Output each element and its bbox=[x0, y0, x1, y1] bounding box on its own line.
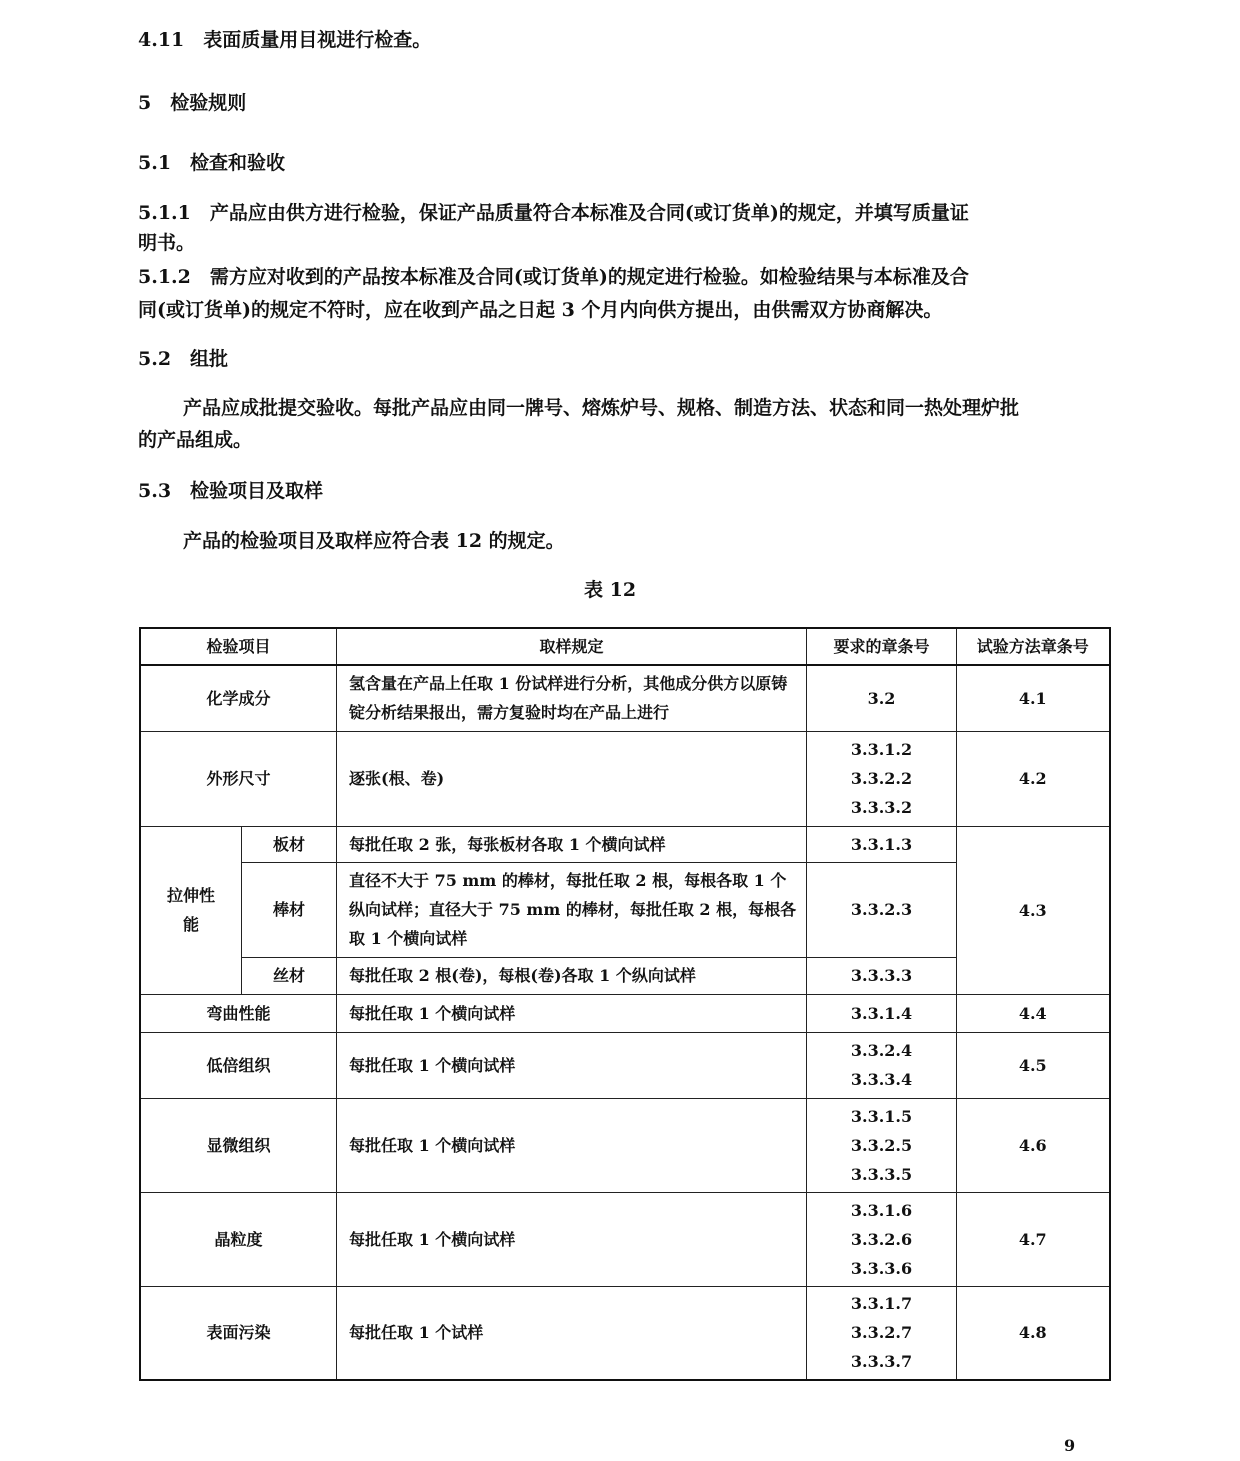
item-cell: 外形尺寸 bbox=[140, 731, 337, 826]
req-cell: 3.3.1.6 3.3.2.6 3.3.3.6 bbox=[807, 1192, 957, 1286]
heading-5-3: 5.3 检验项目及取样 bbox=[138, 480, 324, 502]
item-cell: 表面污染 bbox=[140, 1286, 337, 1380]
req-cell: 3.3.1.2 3.3.2.2 3.3.3.2 bbox=[807, 731, 957, 826]
method-cell: 4.5 bbox=[957, 1032, 1110, 1098]
req-cell: 3.3.1.4 bbox=[807, 994, 957, 1032]
table-row bbox=[140, 1098, 1110, 1192]
req-cell: 3.2 bbox=[807, 665, 957, 731]
rule-cell: 每批任取 1 个横向试样 bbox=[337, 1032, 807, 1098]
para-5-3: 产品的检验项目及取样应符合表 12 的规定。 bbox=[183, 530, 565, 552]
rule-cell: 直径不大于 75 mm 的棒材，每批任取 2 根，每根各取 1 个纵向试样；直径大于 75 mm 的棒材，每批任取 2 根，每根各取 1 个横向试样 bbox=[337, 862, 807, 957]
para-5-2-line2: 的产品组成。 bbox=[138, 429, 253, 451]
rule-cell: 每批任取 1 个横向试样 bbox=[337, 1098, 807, 1192]
req-cell: 3.3.2.3 bbox=[807, 862, 957, 957]
clause-4-11: 4.11 表面质量用目视进行检查。 bbox=[138, 29, 432, 51]
req-cell: 3.3.1.7 3.3.2.7 3.3.3.7 bbox=[807, 1286, 957, 1380]
clause-5-1-1-line2: 明书。 bbox=[138, 232, 196, 254]
method-cell: 4.6 bbox=[957, 1098, 1110, 1192]
method-cell: 4.4 bbox=[957, 994, 1110, 1032]
item-cell: 显微组织 bbox=[140, 1098, 337, 1192]
item-cell: 晶粒度 bbox=[140, 1192, 337, 1286]
table-title: 表 12 bbox=[584, 579, 637, 601]
rule-cell: 每批任取 1 个横向试样 bbox=[337, 1192, 807, 1286]
para-5-2-line1: 产品应成批提交验收。每批产品应由同一牌号、熔炼炉号、规格、制造方法、状态和同一热处理炉批 bbox=[183, 397, 1020, 419]
header-cell: 试验方法章条号 bbox=[957, 628, 1110, 665]
heading-5: 5 检验规则 bbox=[138, 92, 247, 114]
table-row bbox=[140, 731, 1110, 826]
item-cell: 拉伸性能 bbox=[140, 826, 242, 994]
item-cell: 弯曲性能 bbox=[140, 994, 337, 1032]
method-cell: 4.8 bbox=[957, 1286, 1110, 1380]
method-cell: 4.7 bbox=[957, 1192, 1110, 1286]
header-cell: 检验项目 bbox=[140, 628, 337, 665]
page-number: 9 bbox=[1064, 1436, 1076, 1455]
req-cell: 3.3.2.4 3.3.3.4 bbox=[807, 1032, 957, 1098]
table-row bbox=[140, 826, 1110, 862]
rule-cell: 每批任取 1 个试样 bbox=[337, 1286, 807, 1380]
table-header-row bbox=[140, 628, 1110, 665]
table-row bbox=[140, 1192, 1110, 1286]
table-row bbox=[140, 1286, 1110, 1380]
heading-5-1: 5.1 检查和验收 bbox=[138, 152, 286, 174]
header-cell: 取样规定 bbox=[337, 628, 807, 665]
rule-cell: 逐张(根、卷) bbox=[337, 731, 807, 826]
req-cell: 3.3.3.3 bbox=[807, 957, 957, 994]
subitem-cell: 丝材 bbox=[242, 957, 337, 994]
clause-5-1-2-line2: 同(或订货单)的规定不符时，应在收到产品之日起 3 个月内向供方提出，由供需双方协商解决。 bbox=[138, 299, 943, 321]
method-cell: 4.2 bbox=[957, 731, 1110, 826]
method-cell: 4.1 bbox=[957, 665, 1110, 731]
subitem-cell: 棒材 bbox=[242, 862, 337, 957]
rule-cell: 每批任取 2 根(卷)，每根(卷)各取 1 个纵向试样 bbox=[337, 957, 807, 994]
rule-cell: 氢含量在产品上任取 1 份试样进行分析，其他成分供方以原铸锭分析结果报出，需方复验时均在产品上进行 bbox=[337, 665, 807, 731]
req-cell: 3.3.1.5 3.3.2.5 3.3.3.5 bbox=[807, 1098, 957, 1192]
table-row bbox=[140, 1032, 1110, 1098]
rule-cell: 每批任取 2 张，每张板材各取 1 个横向试样 bbox=[337, 826, 807, 862]
clause-5-1-1-line1: 5.1.1 产品应由供方进行检验，保证产品质量符合本标准及合同(或订货单)的规定，并填写质量证 bbox=[138, 202, 969, 224]
inspection-table bbox=[139, 627, 1111, 1381]
req-cell: 3.3.1.3 bbox=[807, 826, 957, 862]
table-row bbox=[140, 994, 1110, 1032]
subitem-cell: 板材 bbox=[242, 826, 337, 862]
table-row bbox=[140, 665, 1110, 731]
rule-cell: 每批任取 1 个横向试样 bbox=[337, 994, 807, 1032]
clause-5-1-2-line1: 5.1.2 需方应对收到的产品按本标准及合同(或订货单)的规定进行检验。如检验结果与本标准及合 bbox=[138, 266, 969, 288]
heading-5-2: 5.2 组批 bbox=[138, 348, 229, 370]
method-cell: 4.3 bbox=[957, 826, 1110, 994]
header-cell: 要求的章条号 bbox=[807, 628, 957, 665]
item-cell: 化学成分 bbox=[140, 665, 337, 731]
item-cell: 低倍组织 bbox=[140, 1032, 337, 1098]
